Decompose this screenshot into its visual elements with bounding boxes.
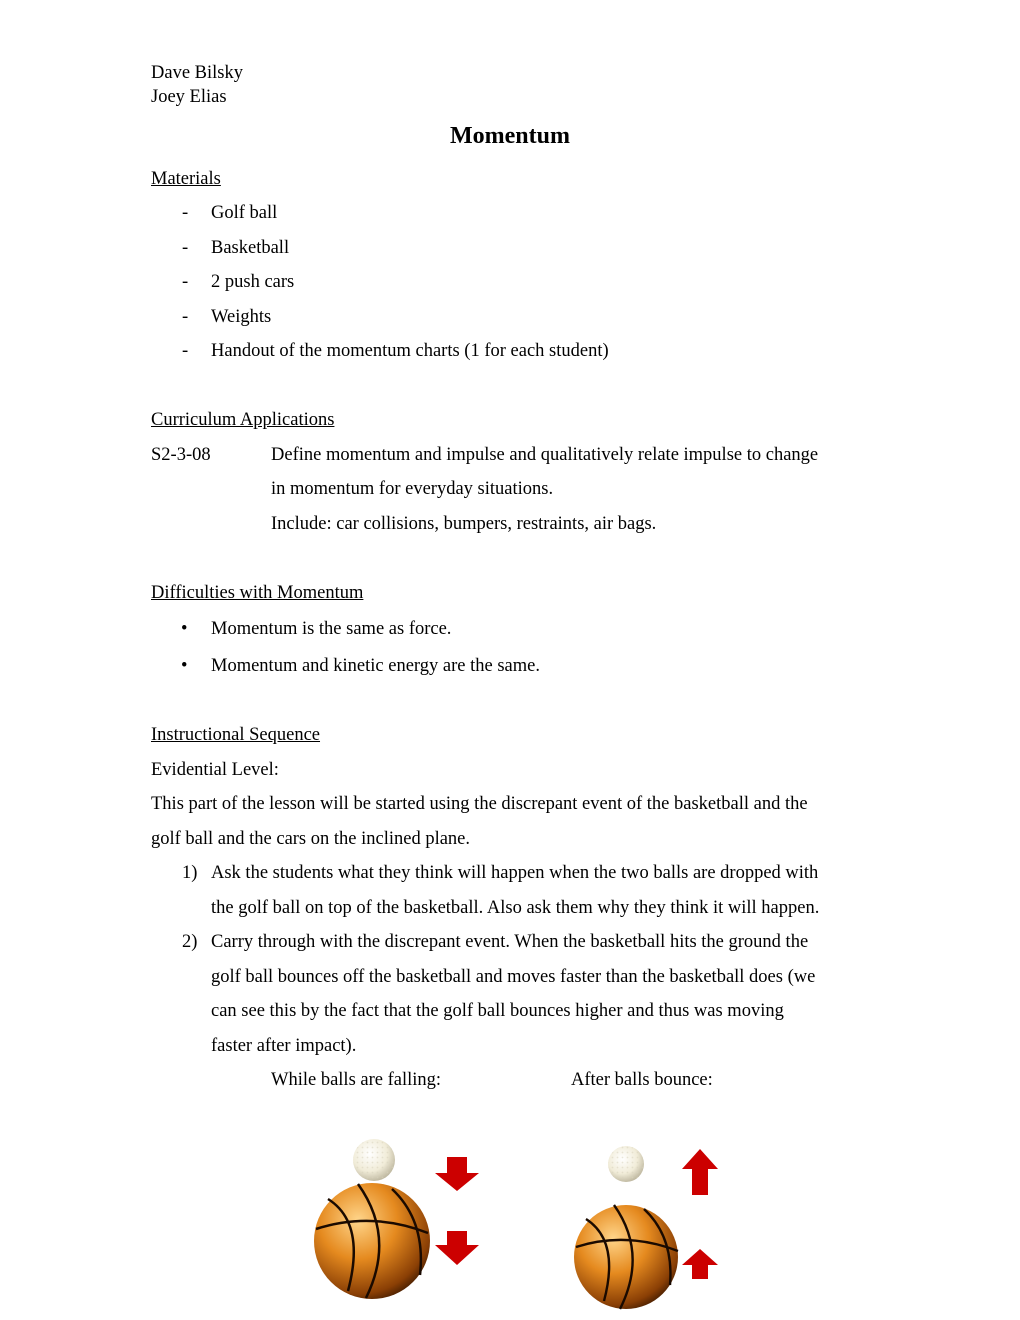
list-dash: - [182,307,189,327]
balls-figure [300,1125,740,1315]
arrow-down-icon [435,1231,479,1265]
section-heading-instructional: Instructional Sequence [151,725,321,745]
curriculum-code: S2-3-08 [151,445,211,465]
curriculum-text: Include: car collisions, bumpers, restraints, air bags. [271,514,657,534]
step-text: can see this by the fact that the golf ball bounces higher and thus was moving [211,1001,784,1021]
step-text: Carry through with the discrepant event. When the basketball hits the ground the [211,932,809,952]
figure-caption-falling: While balls are falling: [271,1070,442,1090]
section-heading-difficulties: Difficulties with Momentum [151,583,364,603]
curriculum-text: in momentum for everyday situations. [271,479,554,499]
bullet: • [181,619,188,639]
golf-ball-icon [608,1146,644,1182]
step-number: 2) [182,932,198,952]
list-item: Handout of the momentum charts (1 for each student) [211,341,609,361]
curriculum-text: Define momentum and impulse and qualitatively relate impulse to change [271,445,819,465]
author-name: Joey Elias [151,87,227,107]
bullet: • [181,656,188,676]
step-text: Ask the students what they think will happen when the two balls are dropped with [211,863,819,883]
list-dash: - [182,203,189,223]
list-item: Weights [211,307,272,327]
list-dash: - [182,238,189,258]
paragraph-line: golf ball and the cars on the inclined plane. [151,829,471,849]
basketball-icon [574,1205,678,1309]
arrow-up-icon [682,1249,718,1279]
step-text: faster after impact). [211,1036,357,1056]
section-heading-curriculum: Curriculum Applications [151,410,335,430]
list-item: Momentum is the same as force. [211,619,452,639]
list-item: Golf ball [211,203,278,223]
list-dash: - [182,341,189,361]
step-text: the golf ball on top of the basketball. Also ask them why they think it will happen. [211,898,820,918]
arrow-down-icon [435,1157,479,1191]
paragraph-line: This part of the lesson will be started using the discrepant event of the basketball and the [151,794,808,814]
basketball-icon [314,1183,430,1299]
subheading-evidential-level: Evidential Level: [151,760,279,780]
author-name: Dave Bilsky [151,63,243,83]
page-title: Momentum [450,123,570,149]
list-item: 2 push cars [211,272,295,292]
arrow-up-icon [682,1149,718,1195]
step-text: golf ball bounces off the basketball and moves faster than the basketball does (we [211,967,816,987]
step-number: 1) [182,863,198,883]
list-dash: - [182,272,189,292]
figure-caption-bounce: After balls bounce: [571,1070,713,1090]
list-item: Momentum and kinetic energy are the same. [211,656,540,676]
list-item: Basketball [211,238,290,258]
section-heading-materials: Materials [151,169,221,189]
golf-ball-icon [353,1139,395,1181]
